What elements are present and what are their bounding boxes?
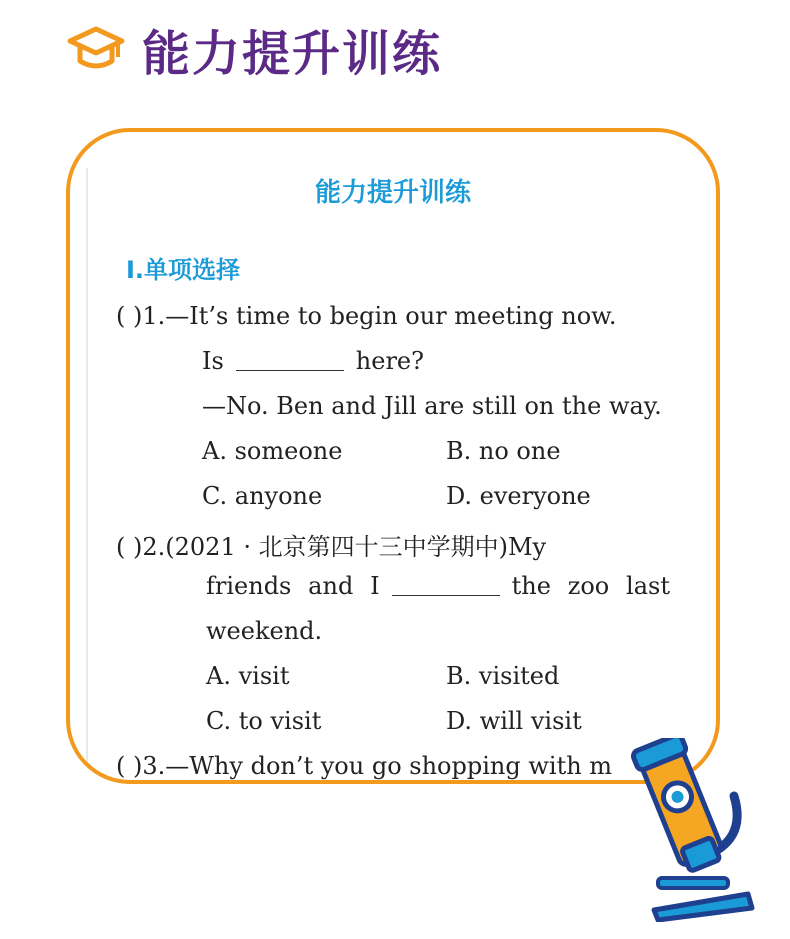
question-1-option-d[interactable]: D. everyone <box>446 482 591 510</box>
page-header <box>66 14 442 84</box>
card-edge-divider <box>86 168 88 780</box>
question-2-line-2 <box>206 572 670 600</box>
question-2-blank[interactable] <box>392 573 500 596</box>
question-2-stem: (2021 · 北京第四十三中学期中)My <box>165 533 547 561</box>
question-1-line-2 <box>202 347 424 375</box>
question-1-stem-post: here? <box>355 347 424 375</box>
graduation-cap-icon <box>66 25 126 73</box>
section-heading: Ⅰ.单项选择 <box>126 256 241 284</box>
question-1-line-3: —No. Ben and Jill are still on the way. <box>202 392 662 420</box>
question-2-line-3: weekend. <box>206 617 323 645</box>
question-1-stem-pre: Is <box>202 347 224 375</box>
question-2-stem-post: the zoo last <box>511 572 670 600</box>
microscope-icon <box>630 738 762 922</box>
question-2-option-c[interactable]: C. to visit <box>206 707 322 735</box>
question-2-stem-pre: friends and I <box>206 572 380 600</box>
question-3-stem: —Why don’t you go shopping with m <box>165 752 613 780</box>
card-title: 能力提升训练 <box>303 172 483 215</box>
question-2-option-b[interactable]: B. visited <box>446 662 560 690</box>
question-2-option-d[interactable]: D. will visit <box>446 707 582 735</box>
question-3-line-1 <box>116 752 612 780</box>
question-3-number: ( )3. <box>116 752 166 780</box>
question-1-option-b[interactable]: B. no one <box>446 437 561 465</box>
question-1-number: ( )1. <box>116 302 166 330</box>
question-2-number: ( )2. <box>116 533 166 561</box>
question-1-stem: —It’s time to begin our meeting now. <box>165 302 617 330</box>
question-1-option-a[interactable]: A. someone <box>202 437 343 465</box>
question-1-option-c[interactable]: C. anyone <box>202 482 323 510</box>
question-2-line-1 <box>116 527 546 562</box>
exercise-card <box>66 128 720 784</box>
page-title: 能力提升训练 <box>142 25 443 82</box>
question-2-option-a[interactable]: A. visit <box>206 662 290 690</box>
question-1-line-1 <box>116 302 616 330</box>
question-1-blank[interactable] <box>236 348 344 371</box>
